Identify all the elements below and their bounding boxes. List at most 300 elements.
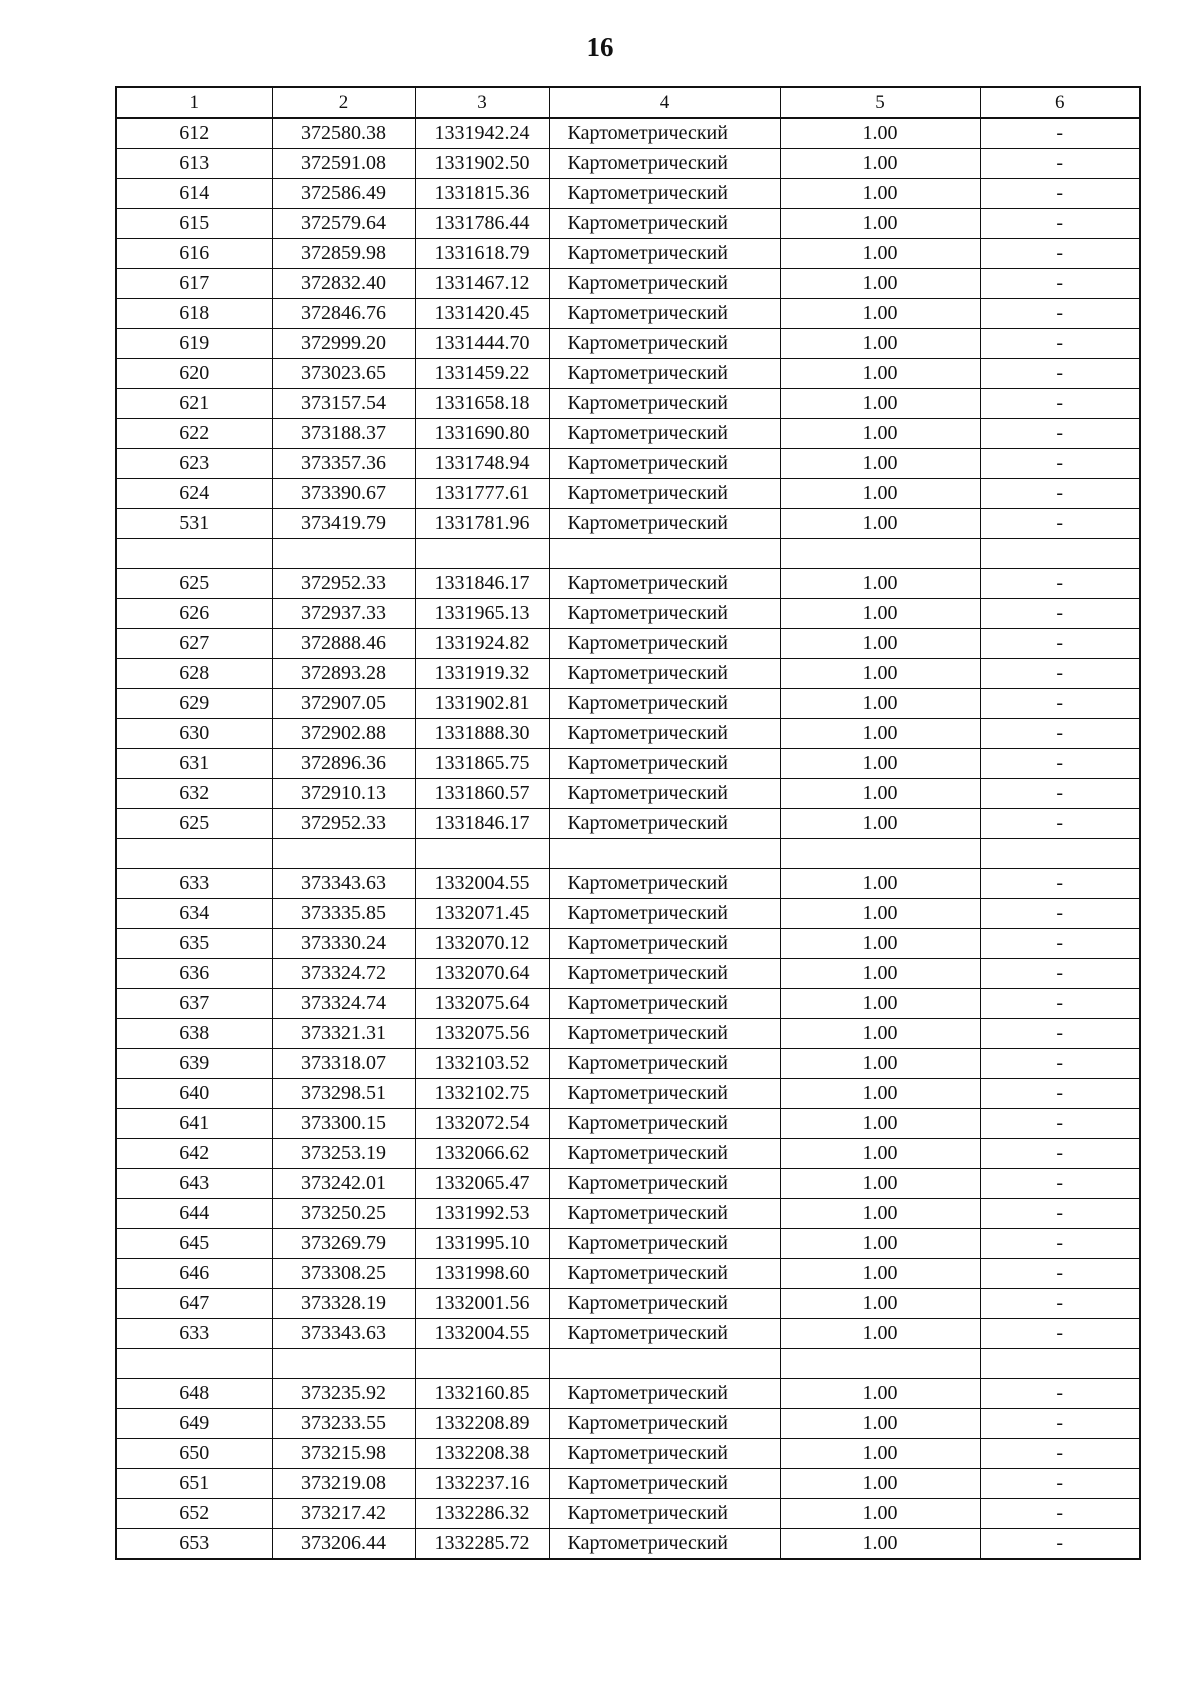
table-row	[116, 1469, 1140, 1499]
table-row	[116, 1199, 1140, 1229]
description-cell: -	[980, 239, 1140, 269]
table-row	[116, 1439, 1140, 1469]
point-number-cell	[116, 839, 272, 869]
description-cell: -	[980, 149, 1140, 179]
method-cell: Картометрический	[549, 299, 780, 329]
table-row	[116, 569, 1140, 599]
description-cell	[980, 539, 1140, 569]
coordinate-y-cell: 1332160.85	[415, 1379, 549, 1409]
coordinate-y-cell: 1331965.13	[415, 599, 549, 629]
accuracy-cell: 1.00	[780, 179, 980, 209]
point-number-cell: 638	[116, 1019, 272, 1049]
point-number-cell: 648	[116, 1379, 272, 1409]
accuracy-cell: 1.00	[780, 299, 980, 329]
accuracy-cell: 1.00	[780, 1439, 980, 1469]
coordinate-y-cell: 1332208.89	[415, 1409, 549, 1439]
point-number-cell: 628	[116, 659, 272, 689]
coordinate-y-cell: 1332071.45	[415, 899, 549, 929]
table-row	[116, 1229, 1140, 1259]
description-cell: -	[980, 1049, 1140, 1079]
accuracy-cell: 1.00	[780, 1109, 980, 1139]
accuracy-cell: 1.00	[780, 959, 980, 989]
table-row	[116, 419, 1140, 449]
accuracy-cell	[780, 1349, 980, 1379]
table-row	[116, 509, 1140, 539]
table-row	[116, 809, 1140, 839]
coordinate-y-cell: 1331618.79	[415, 239, 549, 269]
description-cell	[980, 1349, 1140, 1379]
point-number-cell: 630	[116, 719, 272, 749]
table-row	[116, 1499, 1140, 1529]
description-cell: -	[980, 118, 1140, 149]
coordinate-x-cell: 372832.40	[272, 269, 415, 299]
table-row	[116, 659, 1140, 689]
description-cell: -	[980, 1319, 1140, 1349]
coordinate-x-cell: 373328.19	[272, 1289, 415, 1319]
table-header	[116, 87, 1140, 118]
point-number-cell: 642	[116, 1139, 272, 1169]
description-cell: -	[980, 689, 1140, 719]
coordinate-x-cell: 372910.13	[272, 779, 415, 809]
coordinate-x-cell: 373330.24	[272, 929, 415, 959]
point-number-cell: 612	[116, 118, 272, 149]
table-row	[116, 689, 1140, 719]
accuracy-cell: 1.00	[780, 479, 980, 509]
accuracy-cell: 1.00	[780, 419, 980, 449]
accuracy-cell: 1.00	[780, 719, 980, 749]
accuracy-cell: 1.00	[780, 1469, 980, 1499]
description-cell: -	[980, 869, 1140, 899]
coordinate-x-cell: 373308.25	[272, 1259, 415, 1289]
table-body	[116, 118, 1140, 1559]
accuracy-cell: 1.00	[780, 239, 980, 269]
point-number-cell: 618	[116, 299, 272, 329]
coordinate-y-cell: 1331846.17	[415, 569, 549, 599]
coordinate-y-cell: 1331924.82	[415, 629, 549, 659]
accuracy-cell: 1.00	[780, 689, 980, 719]
table-row	[116, 209, 1140, 239]
table-row	[116, 1109, 1140, 1139]
point-number-cell: 644	[116, 1199, 272, 1229]
method-cell: Картометрический	[549, 1439, 780, 1469]
table-row	[116, 1319, 1140, 1349]
point-number-cell: 633	[116, 1319, 272, 1349]
accuracy-cell: 1.00	[780, 929, 980, 959]
description-cell: -	[980, 899, 1140, 929]
description-cell: -	[980, 1229, 1140, 1259]
coordinate-y-cell: 1331444.70	[415, 329, 549, 359]
method-cell: Картометрический	[549, 419, 780, 449]
coordinate-x-cell: 373343.63	[272, 1319, 415, 1349]
table-row	[116, 1259, 1140, 1289]
description-cell: -	[980, 929, 1140, 959]
coordinate-y-cell: 1331888.30	[415, 719, 549, 749]
coordinate-y-cell: 1332065.47	[415, 1169, 549, 1199]
coordinate-y-cell: 1332075.56	[415, 1019, 549, 1049]
point-number-cell: 643	[116, 1169, 272, 1199]
method-cell: Картометрический	[549, 1529, 780, 1560]
description-cell: -	[980, 1409, 1140, 1439]
method-cell: Картометрический	[549, 239, 780, 269]
description-cell: -	[980, 1199, 1140, 1229]
coordinate-x-cell: 373023.65	[272, 359, 415, 389]
coordinate-x-cell: 373219.08	[272, 1469, 415, 1499]
accuracy-cell: 1.00	[780, 1079, 980, 1109]
accuracy-cell: 1.00	[780, 1049, 980, 1079]
coordinate-y-cell	[415, 839, 549, 869]
coordinates-table	[115, 86, 1141, 1560]
table-row	[116, 239, 1140, 269]
method-cell: Картометрический	[549, 779, 780, 809]
table-row	[116, 779, 1140, 809]
table-row	[116, 989, 1140, 1019]
coordinate-x-cell: 372888.46	[272, 629, 415, 659]
accuracy-cell: 1.00	[780, 569, 980, 599]
coordinate-y-cell: 1331998.60	[415, 1259, 549, 1289]
point-number-cell: 636	[116, 959, 272, 989]
method-cell: Картометрический	[549, 689, 780, 719]
method-cell: Картометрический	[549, 1199, 780, 1229]
table-row	[116, 749, 1140, 779]
coordinate-x-cell: 373250.25	[272, 1199, 415, 1229]
point-number-cell: 645	[116, 1229, 272, 1259]
accuracy-cell: 1.00	[780, 509, 980, 539]
method-cell: Картометрический	[549, 1379, 780, 1409]
description-cell: -	[980, 389, 1140, 419]
description-cell: -	[980, 329, 1140, 359]
description-cell: -	[980, 1169, 1140, 1199]
method-cell: Картометрический	[549, 179, 780, 209]
coordinate-x-cell	[272, 839, 415, 869]
table-row	[116, 959, 1140, 989]
table-row	[116, 539, 1140, 569]
method-cell: Картометрический	[549, 329, 780, 359]
method-cell: Картометрический	[549, 1019, 780, 1049]
method-cell: Картометрический	[549, 479, 780, 509]
coordinate-x-cell: 373215.98	[272, 1439, 415, 1469]
coordinate-y-cell: 1331902.50	[415, 149, 549, 179]
coordinate-y-cell: 1331781.96	[415, 509, 549, 539]
coordinate-x-cell: 372902.88	[272, 719, 415, 749]
coordinate-x-cell: 373357.36	[272, 449, 415, 479]
coordinate-x-cell: 372896.36	[272, 749, 415, 779]
description-cell: -	[980, 629, 1140, 659]
accuracy-cell: 1.00	[780, 629, 980, 659]
coordinate-x-cell: 373318.07	[272, 1049, 415, 1079]
accuracy-cell: 1.00	[780, 1319, 980, 1349]
point-number-cell: 631	[116, 749, 272, 779]
coordinate-y-cell: 1332004.55	[415, 1319, 549, 1349]
method-cell: Картометрический	[549, 959, 780, 989]
coordinate-y-cell: 1331459.22	[415, 359, 549, 389]
method-cell: Картометрический	[549, 989, 780, 1019]
accuracy-cell: 1.00	[780, 209, 980, 239]
table-row	[116, 449, 1140, 479]
method-cell: Картометрический	[549, 1169, 780, 1199]
coordinate-y-cell: 1331690.80	[415, 419, 549, 449]
table-row	[116, 869, 1140, 899]
coordinate-x-cell: 373390.67	[272, 479, 415, 509]
table-row	[116, 599, 1140, 629]
coordinate-x-cell: 372952.33	[272, 809, 415, 839]
accuracy-cell: 1.00	[780, 1499, 980, 1529]
table-row	[116, 389, 1140, 419]
table-row	[116, 1049, 1140, 1079]
accuracy-cell: 1.00	[780, 1139, 980, 1169]
coordinate-x-cell: 373343.63	[272, 869, 415, 899]
method-cell: Картометрический	[549, 1079, 780, 1109]
coordinate-y-cell: 1332237.16	[415, 1469, 549, 1499]
coordinate-y-cell: 1331467.12	[415, 269, 549, 299]
point-number-cell: 615	[116, 209, 272, 239]
accuracy-cell: 1.00	[780, 599, 980, 629]
coordinate-y-cell: 1331815.36	[415, 179, 549, 209]
table-row	[116, 479, 1140, 509]
column-header-2: 2	[272, 87, 415, 118]
method-cell: Картометрический	[549, 899, 780, 929]
point-number-cell: 635	[116, 929, 272, 959]
coordinate-y-cell: 1332075.64	[415, 989, 549, 1019]
description-cell: -	[980, 779, 1140, 809]
point-number-cell: 614	[116, 179, 272, 209]
coordinate-x-cell: 373233.55	[272, 1409, 415, 1439]
coordinate-x-cell	[272, 539, 415, 569]
table-row	[116, 1409, 1140, 1439]
method-cell: Картометрический	[549, 1499, 780, 1529]
point-number-cell: 622	[116, 419, 272, 449]
coordinate-x-cell: 373206.44	[272, 1529, 415, 1560]
description-cell: -	[980, 449, 1140, 479]
description-cell: -	[980, 1289, 1140, 1319]
point-number-cell: 641	[116, 1109, 272, 1139]
table-row	[116, 269, 1140, 299]
accuracy-cell: 1.00	[780, 1379, 980, 1409]
description-cell: -	[980, 1079, 1140, 1109]
point-number-cell: 652	[116, 1499, 272, 1529]
description-cell: -	[980, 599, 1140, 629]
point-number-cell: 621	[116, 389, 272, 419]
column-header-4: 4	[549, 87, 780, 118]
point-number-cell: 646	[116, 1259, 272, 1289]
description-cell: -	[980, 179, 1140, 209]
table-row	[116, 1529, 1140, 1560]
accuracy-cell: 1.00	[780, 989, 980, 1019]
method-cell	[549, 839, 780, 869]
coordinate-x-cell: 372999.20	[272, 329, 415, 359]
table-row	[116, 329, 1140, 359]
description-cell: -	[980, 419, 1140, 449]
coordinate-y-cell: 1332066.62	[415, 1139, 549, 1169]
description-cell: -	[980, 1499, 1140, 1529]
coordinate-x-cell: 373253.19	[272, 1139, 415, 1169]
accuracy-cell: 1.00	[780, 118, 980, 149]
accuracy-cell: 1.00	[780, 869, 980, 899]
header-row	[116, 87, 1140, 118]
accuracy-cell: 1.00	[780, 749, 980, 779]
method-cell: Картометрический	[549, 929, 780, 959]
method-cell: Картометрический	[549, 869, 780, 899]
method-cell: Картометрический	[549, 449, 780, 479]
coordinate-y-cell: 1331865.75	[415, 749, 549, 779]
coordinate-x-cell: 373419.79	[272, 509, 415, 539]
accuracy-cell: 1.00	[780, 1199, 980, 1229]
coordinate-x-cell: 373235.92	[272, 1379, 415, 1409]
description-cell: -	[980, 959, 1140, 989]
coordinate-x-cell: 372586.49	[272, 179, 415, 209]
coordinate-x-cell: 372579.64	[272, 209, 415, 239]
accuracy-cell: 1.00	[780, 1229, 980, 1259]
description-cell: -	[980, 1469, 1140, 1499]
description-cell: -	[980, 1109, 1140, 1139]
method-cell: Картометрический	[549, 359, 780, 389]
coordinate-y-cell: 1331942.24	[415, 118, 549, 149]
column-header-3: 3	[415, 87, 549, 118]
accuracy-cell: 1.00	[780, 1019, 980, 1049]
point-number-cell: 627	[116, 629, 272, 659]
coordinate-x-cell: 373300.15	[272, 1109, 415, 1139]
description-cell: -	[980, 299, 1140, 329]
table-row	[116, 149, 1140, 179]
point-number-cell: 616	[116, 239, 272, 269]
method-cell: Картометрический	[549, 809, 780, 839]
method-cell	[549, 539, 780, 569]
coordinate-x-cell: 373242.01	[272, 1169, 415, 1199]
description-cell: -	[980, 509, 1140, 539]
point-number-cell	[116, 539, 272, 569]
coordinate-x-cell: 373321.31	[272, 1019, 415, 1049]
description-cell: -	[980, 809, 1140, 839]
point-number-cell: 626	[116, 599, 272, 629]
coordinate-x-cell: 372591.08	[272, 149, 415, 179]
coordinate-y-cell: 1332070.12	[415, 929, 549, 959]
method-cell: Картометрический	[549, 269, 780, 299]
accuracy-cell	[780, 539, 980, 569]
description-cell: -	[980, 989, 1140, 1019]
description-cell	[980, 839, 1140, 869]
method-cell: Картометрический	[549, 719, 780, 749]
method-cell: Картометрический	[549, 389, 780, 419]
point-number-cell: 639	[116, 1049, 272, 1079]
coordinate-y-cell	[415, 1349, 549, 1379]
coordinate-y-cell: 1332286.32	[415, 1499, 549, 1529]
coordinate-y-cell	[415, 539, 549, 569]
table-row	[116, 299, 1140, 329]
description-cell: -	[980, 269, 1140, 299]
accuracy-cell: 1.00	[780, 329, 980, 359]
accuracy-cell: 1.00	[780, 779, 980, 809]
table-row	[116, 899, 1140, 929]
coordinate-y-cell: 1331748.94	[415, 449, 549, 479]
accuracy-cell: 1.00	[780, 1289, 980, 1319]
method-cell: Картометрический	[549, 1049, 780, 1079]
coordinate-x-cell: 372937.33	[272, 599, 415, 629]
coordinate-y-cell: 1331902.81	[415, 689, 549, 719]
column-header-6: 6	[980, 87, 1140, 118]
accuracy-cell: 1.00	[780, 1259, 980, 1289]
description-cell: -	[980, 1139, 1140, 1169]
description-cell: -	[980, 569, 1140, 599]
description-cell: -	[980, 659, 1140, 689]
coordinate-x-cell: 373188.37	[272, 419, 415, 449]
table-row	[116, 929, 1140, 959]
point-number-cell	[116, 1349, 272, 1379]
point-number-cell: 623	[116, 449, 272, 479]
coordinate-x-cell: 372907.05	[272, 689, 415, 719]
coordinate-y-cell: 1332103.52	[415, 1049, 549, 1079]
point-number-cell: 633	[116, 869, 272, 899]
coordinate-x-cell: 373298.51	[272, 1079, 415, 1109]
method-cell: Картометрический	[549, 1409, 780, 1439]
point-number-cell: 629	[116, 689, 272, 719]
accuracy-cell: 1.00	[780, 809, 980, 839]
table-row	[116, 1169, 1140, 1199]
description-cell: -	[980, 479, 1140, 509]
accuracy-cell: 1.00	[780, 1409, 980, 1439]
coordinate-y-cell: 1332208.38	[415, 1439, 549, 1469]
point-number-cell: 649	[116, 1409, 272, 1439]
coordinate-y-cell: 1332001.56	[415, 1289, 549, 1319]
coordinate-y-cell: 1332072.54	[415, 1109, 549, 1139]
accuracy-cell: 1.00	[780, 1529, 980, 1560]
coordinate-x-cell: 373335.85	[272, 899, 415, 929]
coordinate-x-cell: 373324.72	[272, 959, 415, 989]
point-number-cell: 624	[116, 479, 272, 509]
description-cell: -	[980, 209, 1140, 239]
point-number-cell: 619	[116, 329, 272, 359]
coordinate-y-cell: 1331777.61	[415, 479, 549, 509]
point-number-cell: 531	[116, 509, 272, 539]
method-cell: Картометрический	[549, 509, 780, 539]
accuracy-cell: 1.00	[780, 269, 980, 299]
coordinate-x-cell: 373157.54	[272, 389, 415, 419]
coordinate-y-cell: 1332004.55	[415, 869, 549, 899]
method-cell: Картометрический	[549, 118, 780, 149]
point-number-cell: 625	[116, 569, 272, 599]
coordinate-y-cell: 1332285.72	[415, 1529, 549, 1560]
coordinate-y-cell: 1331995.10	[415, 1229, 549, 1259]
coordinate-x-cell: 373217.42	[272, 1499, 415, 1529]
method-cell: Картометрический	[549, 149, 780, 179]
method-cell: Картометрический	[549, 659, 780, 689]
point-number-cell: 647	[116, 1289, 272, 1319]
point-number-cell: 637	[116, 989, 272, 1019]
coordinate-y-cell: 1331786.44	[415, 209, 549, 239]
page-number: 16	[586, 32, 614, 62]
method-cell: Картометрический	[549, 599, 780, 629]
coordinate-y-cell: 1332102.75	[415, 1079, 549, 1109]
coordinate-y-cell: 1331846.17	[415, 809, 549, 839]
coordinate-y-cell: 1331992.53	[415, 1199, 549, 1229]
table-row	[116, 1289, 1140, 1319]
point-number-cell: 620	[116, 359, 272, 389]
point-number-cell: 650	[116, 1439, 272, 1469]
coordinate-x-cell: 372846.76	[272, 299, 415, 329]
coordinate-y-cell: 1332070.64	[415, 959, 549, 989]
coordinate-x-cell: 373269.79	[272, 1229, 415, 1259]
description-cell: -	[980, 1259, 1140, 1289]
table-row	[116, 359, 1140, 389]
accuracy-cell	[780, 839, 980, 869]
method-cell: Картометрический	[549, 1229, 780, 1259]
description-cell: -	[980, 1019, 1140, 1049]
table-row	[116, 1139, 1140, 1169]
accuracy-cell: 1.00	[780, 359, 980, 389]
accuracy-cell: 1.00	[780, 659, 980, 689]
accuracy-cell: 1.00	[780, 1169, 980, 1199]
method-cell: Картометрический	[549, 1109, 780, 1139]
coordinate-x-cell: 372859.98	[272, 239, 415, 269]
accuracy-cell: 1.00	[780, 389, 980, 419]
